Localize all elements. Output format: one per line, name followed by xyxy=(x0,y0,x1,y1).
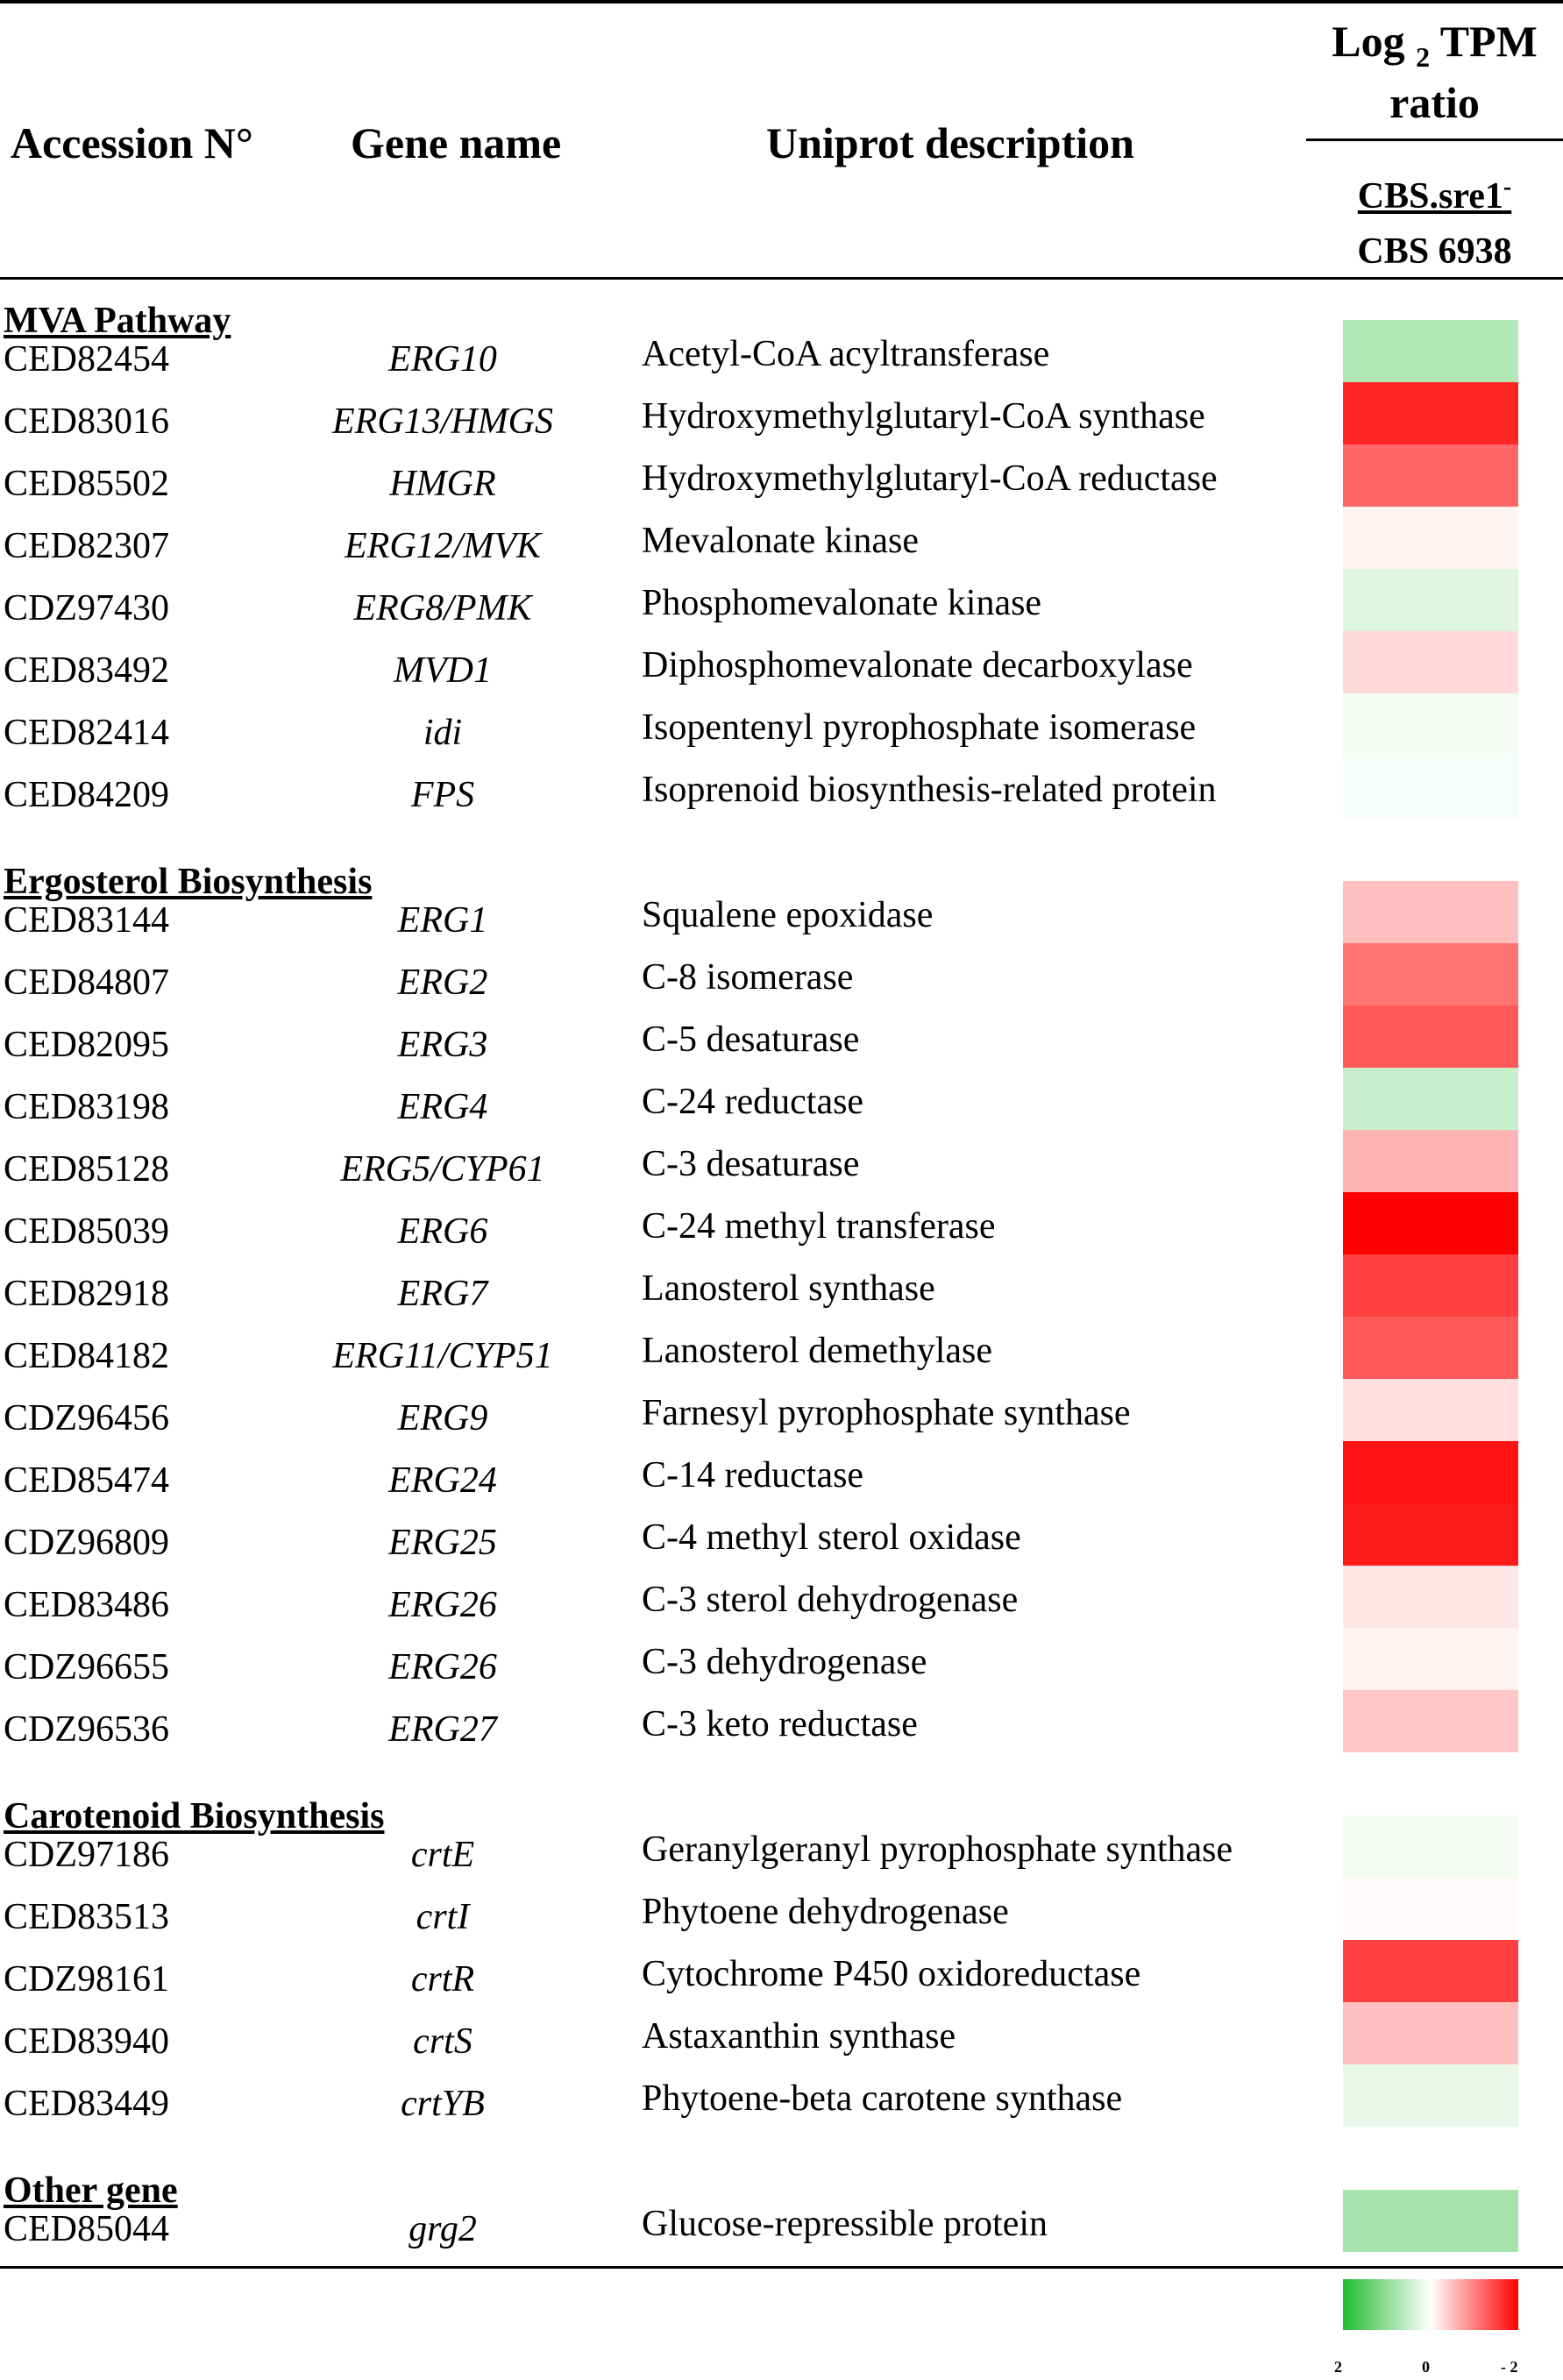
legend-tick-left: 2 xyxy=(1334,2358,1342,2376)
gene-name-cell: ERG11/CYP51 xyxy=(332,1336,553,1376)
header-reference: CBS 6938 xyxy=(1357,231,1512,272)
description-cell: Isoprenoid biosynthesis-related protein xyxy=(642,770,1217,810)
gene-name-cell: MVD1 xyxy=(394,650,492,691)
heatmap-cell xyxy=(1343,1005,1518,1068)
gene-name-cell: crtS xyxy=(413,2021,472,2062)
description-cell: Diphosphomevalonate decarboxylase xyxy=(642,645,1193,686)
gene-name-cell: ERG2 xyxy=(397,963,488,1003)
accession-cell: CED83198 xyxy=(4,1087,169,1127)
gene-name-cell: crtE xyxy=(410,1835,475,1875)
description-cell: Astaxanthin synthase xyxy=(642,2016,956,2057)
description-cell: C-24 methyl transferase xyxy=(642,1206,996,1247)
heatmap-cell xyxy=(1343,1192,1518,1254)
gene-name-cell: ERG8/PMK xyxy=(353,588,532,629)
accession-cell: CDZ96456 xyxy=(4,1398,169,1439)
accession-cell: CED85044 xyxy=(4,2209,169,2249)
gene-name-cell: ERG27 xyxy=(388,1709,497,1750)
heatmap-cell xyxy=(1343,569,1518,631)
accession-cell: CDZ96536 xyxy=(4,1709,169,1750)
gene-name-cell: crtYB xyxy=(401,2084,485,2124)
description-cell: C-8 isomerase xyxy=(642,957,854,998)
accession-cell: CED85128 xyxy=(4,1149,169,1190)
accession-cell: CDZ97430 xyxy=(4,588,169,629)
heatmap-cell xyxy=(1343,2002,1518,2064)
heatmap-cell xyxy=(1343,631,1518,693)
heatmap-cell xyxy=(1343,2190,1518,2252)
description-cell: C-3 sterol dehydrogenase xyxy=(642,1580,1019,1620)
description-cell: Hydroxymethylglutaryl-CoA synthase xyxy=(642,396,1205,437)
description-cell: Geranylgeranyl pyrophosphate synthase xyxy=(642,1829,1233,1870)
accession-cell: CED82414 xyxy=(4,713,169,753)
gene-name-cell: crtR xyxy=(410,1959,475,2000)
accession-cell: CED84209 xyxy=(4,775,169,815)
gene-name-cell: ERG24 xyxy=(388,1460,497,1501)
heatmap-cell xyxy=(1343,382,1518,444)
accession-cell: CED82307 xyxy=(4,526,169,566)
legend-tick-right: - 2 xyxy=(1501,2358,1518,2376)
accession-cell: CDZ96809 xyxy=(4,1523,169,1563)
description-cell: Glucose-repressible protein xyxy=(642,2204,1048,2244)
accession-cell: CED83449 xyxy=(4,2084,169,2124)
description-cell: Phosphomevalonate kinase xyxy=(642,583,1042,623)
header-comparison-sup: - xyxy=(1503,174,1512,201)
heatmap-cell xyxy=(1343,1379,1518,1441)
gene-name-cell: ERG7 xyxy=(397,1274,488,1314)
accession-cell: CED82918 xyxy=(4,1274,169,1314)
accession-cell: CED82454 xyxy=(4,339,169,380)
section-title: MVA Pathway xyxy=(4,301,231,341)
header-comparison-strain: CBS.sre1 xyxy=(1357,176,1503,217)
accession-cell: CED83492 xyxy=(4,650,169,691)
heatmap-cell xyxy=(1343,1940,1518,2002)
header-ratio-prefix: Log xyxy=(1332,17,1405,66)
description-cell: Mevalonate kinase xyxy=(642,521,920,561)
description-cell: Lanosterol synthase xyxy=(642,1268,935,1309)
gene-name-cell: ERG26 xyxy=(388,1647,497,1687)
gene-name-cell: ERG3 xyxy=(397,1025,488,1065)
accession-cell: CED83940 xyxy=(4,2021,169,2062)
heatmap-cell xyxy=(1343,1068,1518,1130)
gene-name-cell: ERG25 xyxy=(388,1523,497,1563)
gene-name-cell: HMGR xyxy=(389,464,496,504)
accession-cell: CDZ97186 xyxy=(4,1835,169,1875)
heatmap-cell xyxy=(1343,693,1518,756)
gene-name-cell: ERG4 xyxy=(397,1087,488,1127)
section-title: Ergosterol Biosynthesis xyxy=(4,862,373,902)
accession-cell: CED85502 xyxy=(4,464,169,504)
accession-cell: CDZ98161 xyxy=(4,1959,169,2000)
top-rule xyxy=(0,0,1563,4)
accession-cell: CED83016 xyxy=(4,401,169,442)
heatmap-cell xyxy=(1343,1317,1518,1379)
accession-cell: CED83513 xyxy=(4,1897,169,1937)
header-ratio-subscript: 2 xyxy=(1416,41,1431,73)
description-cell: Farnesyl pyrophosphate synthase xyxy=(642,1393,1131,1433)
description-cell: Cytochrome P450 oxidoreductase xyxy=(642,1954,1141,1994)
bottom-rule xyxy=(0,2266,1563,2269)
accession-cell: CED82095 xyxy=(4,1025,169,1065)
accession-cell: CED84182 xyxy=(4,1336,169,1376)
heatmap-cell xyxy=(1343,1566,1518,1628)
accession-cell: CED85474 xyxy=(4,1460,169,1501)
heatmap-cell xyxy=(1343,1441,1518,1503)
header-gene-name: Gene name xyxy=(351,118,562,167)
gene-name-cell: ERG9 xyxy=(397,1398,488,1439)
heatmap-cell xyxy=(1343,444,1518,507)
gene-name-cell: ERG13/HMGS xyxy=(332,401,553,442)
gene-name-cell: ERG26 xyxy=(388,1585,497,1625)
accession-cell: CED85039 xyxy=(4,1211,169,1252)
heatmap-cell xyxy=(1343,1690,1518,1752)
gene-name-cell: crtI xyxy=(416,1897,470,1937)
gene-name-cell: ERG10 xyxy=(388,339,497,380)
gene-name-cell: FPS xyxy=(410,775,475,815)
description-cell: Phytoene dehydrogenase xyxy=(642,1892,1009,1932)
heatmap-cell xyxy=(1343,507,1518,569)
heatmap-cell xyxy=(1343,1628,1518,1690)
accession-cell: CED83144 xyxy=(4,900,169,941)
heatmap-cell xyxy=(1343,1130,1518,1192)
header-comparison xyxy=(1306,175,1563,215)
description-cell: C-5 desaturase xyxy=(642,1019,860,1060)
description-cell: Squalene epoxidase xyxy=(642,895,934,935)
gene-name-cell: ERG12/MVK xyxy=(345,526,541,566)
description-cell: Lanosterol demethylase xyxy=(642,1331,993,1371)
heatmap-cell xyxy=(1343,1503,1518,1566)
heatmap-cell xyxy=(1343,943,1518,1005)
header-ratio xyxy=(1306,17,1563,73)
heatmap-cell xyxy=(1343,1254,1518,1317)
heatmap-cell xyxy=(1343,320,1518,382)
heatmap-cell xyxy=(1343,2064,1518,2127)
accession-cell: CDZ96655 xyxy=(4,1647,169,1687)
accession-cell: CED83486 xyxy=(4,1585,169,1625)
heatmap-cell xyxy=(1343,756,1518,818)
gene-name-cell: ERG5/CYP61 xyxy=(340,1149,545,1190)
description-cell: C-4 methyl sterol oxidase xyxy=(642,1517,1021,1558)
section-title: Other gene xyxy=(4,2170,178,2211)
description-cell: Isopentenyl pyrophosphate isomerase xyxy=(642,707,1197,748)
heatmap-cell xyxy=(1343,1815,1518,1878)
gene-name-cell: ERG1 xyxy=(397,900,488,941)
description-cell: Phytoene-beta carotene synthase xyxy=(642,2078,1123,2119)
header-ratio-line2: ratio xyxy=(1389,78,1480,127)
description-cell: C-3 desaturase xyxy=(642,1144,860,1184)
description-cell: C-14 reductase xyxy=(642,1455,864,1495)
gene-name-cell: idi xyxy=(423,713,463,753)
header-sub-rule xyxy=(1306,139,1563,141)
color-scale-legend xyxy=(1343,2279,1518,2330)
heatmap-cell xyxy=(1343,1878,1518,1940)
legend-tick-mid: 0 xyxy=(1422,2358,1430,2376)
description-cell: C-3 dehydrogenase xyxy=(642,1642,927,1682)
description-cell: C-24 reductase xyxy=(642,1082,864,1122)
header-bottom-rule xyxy=(0,277,1563,280)
description-cell: Hydroxymethylglutaryl-CoA reductase xyxy=(642,458,1218,499)
gene-name-cell: ERG6 xyxy=(397,1211,488,1252)
section-title: Carotenoid Biosynthesis xyxy=(4,1796,385,1837)
heatmap-cell xyxy=(1343,881,1518,943)
description-cell: Acetyl-CoA acyltransferase xyxy=(642,334,1050,374)
accession-cell: CED84807 xyxy=(4,963,169,1003)
gene-name-cell: grg2 xyxy=(409,2209,477,2249)
description-cell: C-3 keto reductase xyxy=(642,1704,918,1744)
header-ratio-suffix: TPM xyxy=(1439,17,1538,66)
header-description: Uniprot description xyxy=(766,118,1134,167)
header-accession: Accession N° xyxy=(11,118,253,167)
